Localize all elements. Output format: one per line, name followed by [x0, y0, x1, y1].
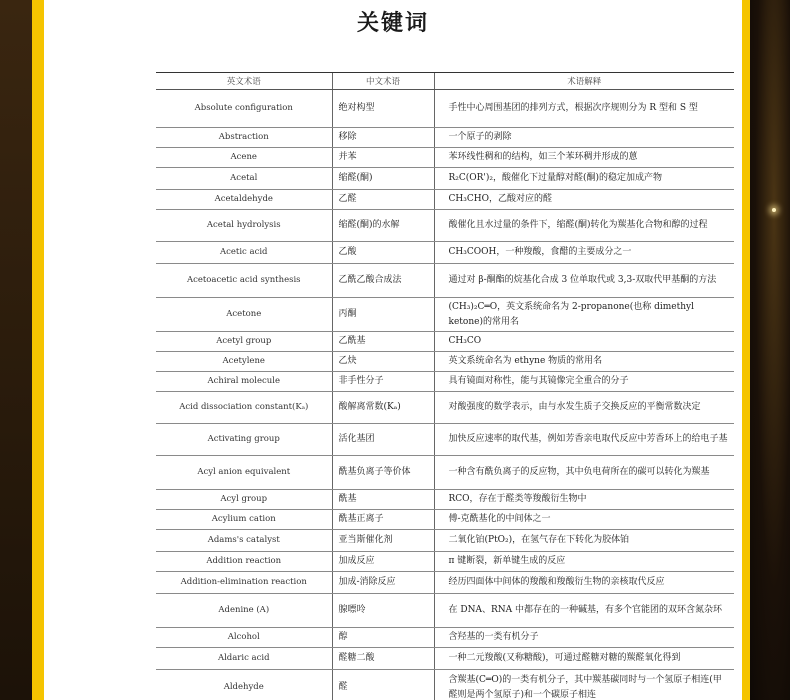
document-sheet: [44, 0, 742, 700]
table-row: [156, 148, 734, 168]
definition-cell: 酸催化且水过量的条件下，缩醛(酮)转化为羰基化合物和醇的过程: [434, 210, 734, 242]
english-term-cell: Acetoacetic acid synthesis: [156, 264, 332, 298]
english-term-cell: Addition reaction: [156, 552, 332, 572]
definition-cell: (CH₃)₂C═O，英文系统命名为 2-propanone(也称 dimethyl ketone)的常用名: [434, 298, 734, 332]
chinese-term-cell: 非手性分子: [332, 372, 434, 392]
english-term-cell: Acene: [156, 148, 332, 168]
header-english-term: 英文术语: [156, 73, 332, 90]
english-term-cell: Absolute configuration: [156, 90, 332, 128]
english-term-cell: Achiral molecule: [156, 372, 332, 392]
english-term-cell: Acyl anion equivalent: [156, 456, 332, 490]
table-row: [156, 298, 734, 332]
chinese-term-cell: 乙炔: [332, 352, 434, 372]
table-row: [156, 628, 734, 648]
definition-cell: 含羰基(C═O)的一类有机分子，其中羰基碳同时与一个氢原子相连(甲醛则是两个氢原子)和一个碳原子相连: [434, 670, 734, 700]
english-term-cell: Adenine (A): [156, 594, 332, 628]
table-row: [156, 190, 734, 210]
table-row: [156, 128, 734, 148]
table-row: [156, 264, 734, 298]
chinese-term-cell: 缩醛(酮): [332, 168, 434, 190]
table-row: [156, 572, 734, 594]
english-term-cell: Activating group: [156, 424, 332, 456]
english-term-cell: Acetylene: [156, 352, 332, 372]
chinese-term-cell: 移除: [332, 128, 434, 148]
english-term-cell: Acylium cation: [156, 510, 332, 530]
chinese-term-cell: 乙醛: [332, 190, 434, 210]
table-row: [156, 648, 734, 670]
chinese-term-cell: 酸解离常数(Kₐ): [332, 392, 434, 424]
english-term-cell: Alcohol: [156, 628, 332, 648]
chinese-term-cell: 亚当斯催化剂: [332, 530, 434, 552]
definition-cell: CH₃COOH，一种羧酸，食醋的主要成分之一: [434, 242, 734, 264]
header-definition: 术语解释: [434, 73, 734, 90]
table-row: [156, 332, 734, 352]
definition-cell: 通过对 β-酮酯的烷基化合成 3 位单取代或 3,3-双取代甲基酮的方法: [434, 264, 734, 298]
english-term-cell: Aldaric acid: [156, 648, 332, 670]
chinese-term-cell: 酰基正离子: [332, 510, 434, 530]
chinese-term-cell: 酰基: [332, 490, 434, 510]
definition-cell: CH₃CO: [434, 332, 734, 352]
chinese-term-cell: 乙酰乙酸合成法: [332, 264, 434, 298]
definition-cell: 具有镜面对称性，能与其镜像完全重合的分子: [434, 372, 734, 392]
chinese-term-cell: 腺嘌呤: [332, 594, 434, 628]
page-title: 关键词: [356, 10, 429, 36]
chinese-term-cell: 加成-消除反应: [332, 572, 434, 594]
table-row: [156, 456, 734, 490]
english-term-cell: Addition-elimination reaction: [156, 572, 332, 594]
definition-cell: 在 DNA、RNA 中都存在的一种碱基，有多个官能团的双环含氮杂环: [434, 594, 734, 628]
table-row: [156, 552, 734, 572]
header-chinese-term: 中文术语: [332, 73, 434, 90]
definition-cell: 苯环线性稠和的结构，如三个苯环稠并形成的蒽: [434, 148, 734, 168]
chinese-term-cell: 缩醛(酮)的水解: [332, 210, 434, 242]
chinese-term-cell: 加成反应: [332, 552, 434, 572]
definition-cell: 一种二元羧酸(又称糖酸)，可通过醛糖对糖的羰醛氧化得到: [434, 648, 734, 670]
table-row: [156, 594, 734, 628]
chinese-term-cell: 乙酰基: [332, 332, 434, 352]
definition-cell: 傅-克酰基化的中间体之一: [434, 510, 734, 530]
definition-cell: 二氧化铂(PtO₂)，在氢气存在下转化为胶体铂: [434, 530, 734, 552]
definition-cell: 手性中心周围基团的排列方式，根据次序规则分为 R 型和 S 型: [434, 90, 734, 128]
english-term-cell: Acetic acid: [156, 242, 332, 264]
table-row: [156, 490, 734, 510]
definition-cell: RCO，存在于醛类等羧酸衍生物中: [434, 490, 734, 510]
definition-cell: 一个原子的剥除: [434, 128, 734, 148]
english-term-cell: Adams's catalyst: [156, 530, 332, 552]
definition-cell: 对酸强度的数学表示，由与水发生质子交换反应的平衡常数决定: [434, 392, 734, 424]
background-right: [750, 0, 790, 700]
sparkle-decoration: [772, 208, 776, 212]
chinese-term-cell: 醛: [332, 670, 434, 700]
background-left: [0, 0, 32, 700]
table-row: [156, 352, 734, 372]
table-row: [156, 510, 734, 530]
chinese-term-cell: 酰基负离子等价体: [332, 456, 434, 490]
definition-cell: 经历四面体中间体的羧酸和羧酸衍生物的亲核取代反应: [434, 572, 734, 594]
table-row: [156, 168, 734, 190]
chinese-term-cell: 活化基团: [332, 424, 434, 456]
chinese-term-cell: 醛糖二酸: [332, 648, 434, 670]
table-row: [156, 372, 734, 392]
english-term-cell: Acetaldehyde: [156, 190, 332, 210]
english-term-cell: Acetyl group: [156, 332, 332, 352]
english-term-cell: Acetal: [156, 168, 332, 190]
chinese-term-cell: 并苯: [332, 148, 434, 168]
english-term-cell: Abstraction: [156, 128, 332, 148]
table-row: [156, 392, 734, 424]
glossary-table: [156, 72, 734, 700]
chinese-term-cell: 醇: [332, 628, 434, 648]
table-header-row: [156, 73, 734, 90]
english-term-cell: Acetal hydrolysis: [156, 210, 332, 242]
chinese-term-cell: 乙酸: [332, 242, 434, 264]
definition-cell: 加快反应速率的取代基，例如芳香亲电取代反应中芳香环上的给电子基: [434, 424, 734, 456]
table-row: [156, 530, 734, 552]
chinese-term-cell: 绝对构型: [332, 90, 434, 128]
definition-cell: CH₃CHO，乙酸对应的醛: [434, 190, 734, 210]
table-row: [156, 210, 734, 242]
chinese-term-cell: 丙酮: [332, 298, 434, 332]
table-row: [156, 242, 734, 264]
english-term-cell: Acyl group: [156, 490, 332, 510]
table-row: [156, 424, 734, 456]
definition-cell: R₂C(OR')₂，酸催化下过量醇对醛(酮)的稳定加成产物: [434, 168, 734, 190]
table-row: [156, 670, 734, 700]
table-row: [156, 90, 734, 128]
english-term-cell: Aldehyde: [156, 670, 332, 700]
english-term-cell: Acid dissociation constant(Kₐ): [156, 392, 332, 424]
definition-cell: π 键断裂，新单键生成的反应: [434, 552, 734, 572]
definition-cell: 英文系统命名为 ethyne 物质的常用名: [434, 352, 734, 372]
english-term-cell: Acetone: [156, 298, 332, 332]
definition-cell: 一种含有酰负离子的反应物，其中负电荷所在的碳可以转化为羰基: [434, 456, 734, 490]
definition-cell: 含羟基的一类有机分子: [434, 628, 734, 648]
